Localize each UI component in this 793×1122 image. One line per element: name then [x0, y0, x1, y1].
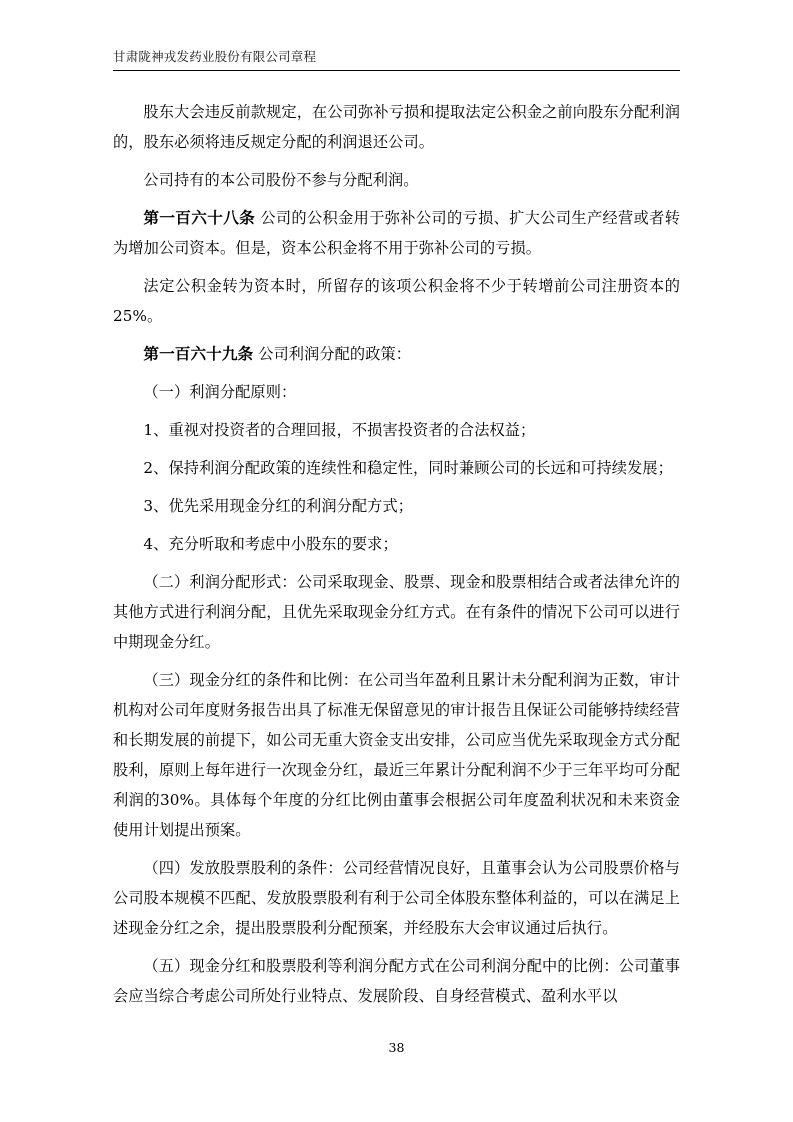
article-label: 第一百六十八条	[143, 208, 256, 227]
paragraph-text: 公司的公积金用于弥补公司的亏损、扩大公司生产经营或者转为增加公司资本。但是，资本公积金将不用于弥补公司的亏损。	[113, 209, 681, 257]
paragraph	[113, 453, 680, 483]
paragraph-text: 公司利润分配的政策：	[258, 345, 412, 363]
page-content	[113, 48, 680, 1019]
paragraph-text: （二）利润分配形式：公司采取现金、股票、现金和股票相结合或者法律允许的其他方式进行利润分配，且优先采取现金分红方式。在有条件的情况下公司可以进行中期现金分红。	[113, 573, 680, 651]
paragraph-text: 1、重视对投资者的合理回报，不损害投资者的合法权益；	[143, 421, 536, 439]
paragraph-text: 法定公积金转为资本时，所留存的该项公积金将不少于转增前公司注册资本的 25%。	[113, 277, 680, 325]
paragraph-text: （四）发放股票股利的条件：公司经营情况良好，且董事会认为公司股票价格与公司股本规模不匹配、发放股票股利有利于公司全体股东整体利益的，可以在满足上述现金分红之余，提出股票股利分配预案，并经股东大会审议通过后执行。	[113, 859, 680, 937]
header-divider	[113, 70, 680, 71]
paragraph-text: 公司持有的本公司股份不参与分配利润。	[143, 171, 419, 189]
paragraph	[113, 271, 680, 331]
document-body	[113, 97, 680, 1011]
paragraph	[113, 665, 680, 845]
paragraph-text: 4、充分听取和考虑中小股东的要求；	[143, 535, 398, 553]
page-header: 甘肃陇神戎发药业股份有限公司章程	[113, 49, 317, 64]
paragraph-text: （一）利润分配原则：	[143, 383, 297, 401]
paragraph	[113, 853, 680, 943]
paragraph	[113, 567, 680, 657]
paragraph	[113, 951, 680, 1011]
paragraph-text: 2、保持利润分配政策的连续性和稳定性，同时兼顾公司的长远和可持续发展；	[143, 459, 673, 477]
paragraph-article	[113, 339, 680, 369]
paragraph-text: 3、优先采用现金分红的利润分配方式；	[143, 497, 414, 515]
paragraph	[113, 377, 680, 407]
page-number: 38	[388, 1040, 405, 1055]
paragraph	[113, 165, 680, 195]
article-label: 第一百六十九条	[143, 344, 254, 363]
paragraph	[113, 415, 680, 445]
paragraph	[113, 491, 680, 521]
paragraph-article	[113, 203, 680, 263]
paragraph	[113, 529, 680, 559]
paragraph-text: 股东大会违反前款规定，在公司弥补亏损和提取法定公积金之前向股东分配利润的，股东必须将违反规定分配的利润退还公司。	[113, 103, 680, 151]
paragraph-text: （五）现金分红和股票股利等利润分配方式在公司利润分配中的比例：公司董事会应当综合考虑公司所处行业特点、发展阶段、自身经营模式、盈利水平以	[113, 957, 680, 1005]
paragraph-text: （三）现金分红的条件和比例：在公司当年盈利且累计未分配利润为正数，审计机构对公司年度财务报告出具了标准无保留意见的审计报告且保证公司能够持续经营和长期发展的前提下，如公司无重大资金支出安排，公司应当优先采取现金方式分配股利，原则上每年进行一次现金分红，最近三年累计分配利润不少于三年平均可分配利润的30%。具体每个年度的分红比例由董事会根据公司年度盈利状况和未来资金使用计划提出预案。	[113, 671, 680, 839]
paragraph	[113, 97, 680, 157]
